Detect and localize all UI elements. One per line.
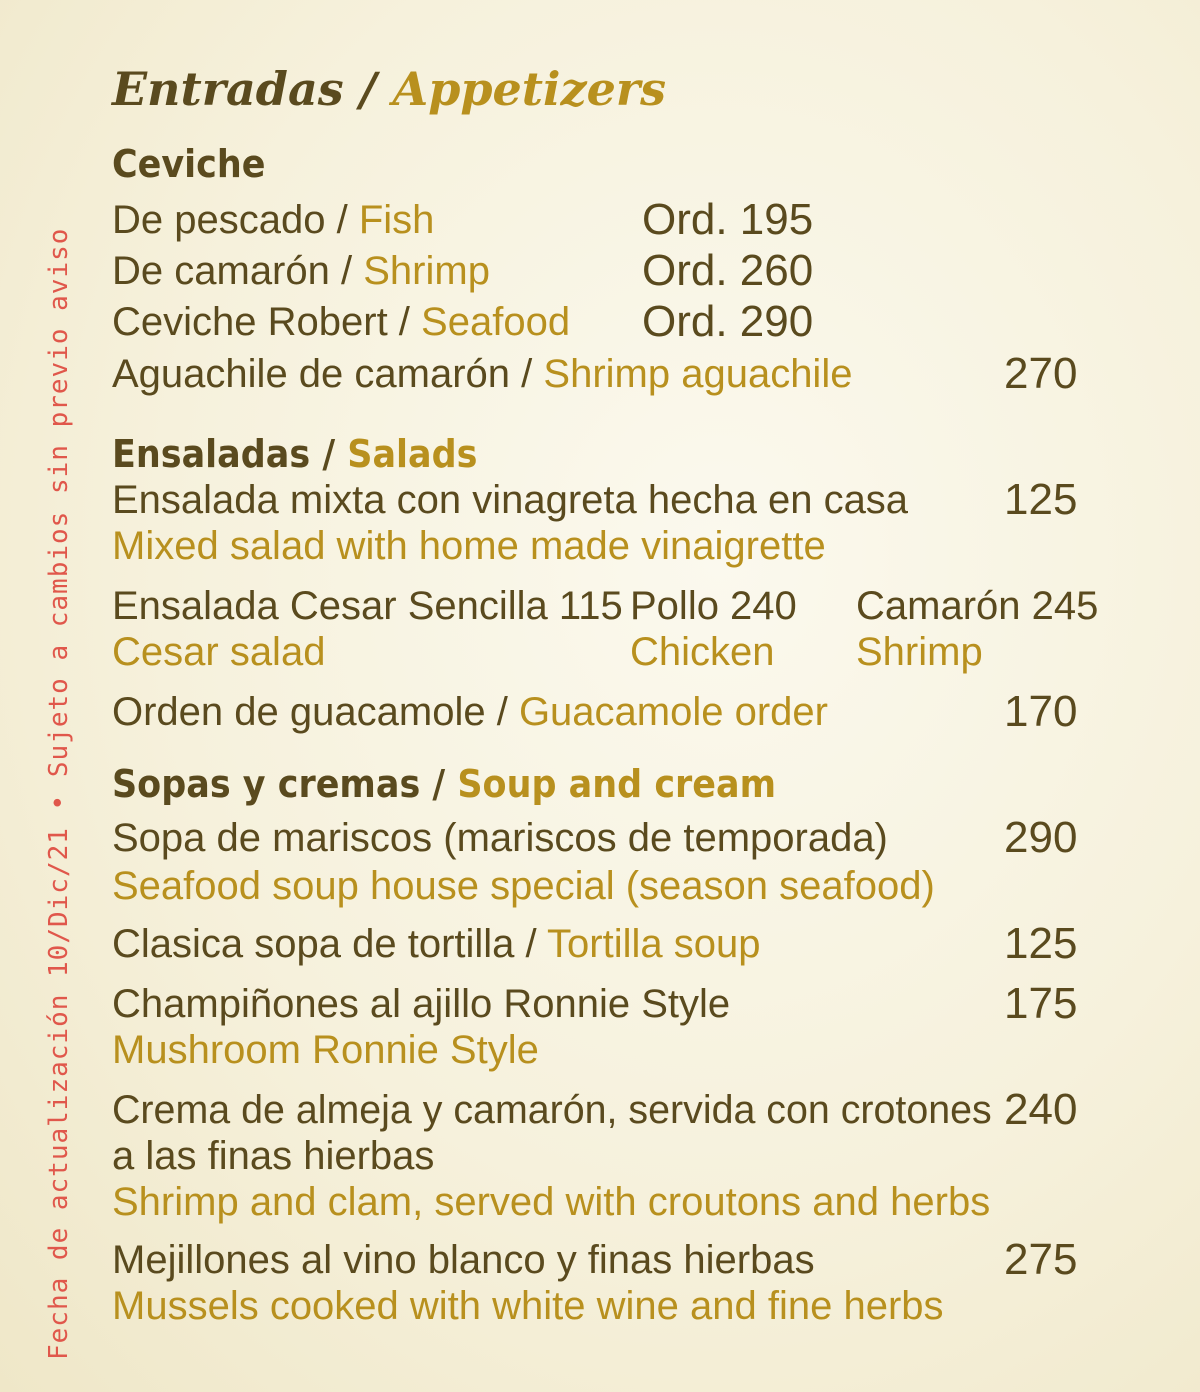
update-date-note: Fecha de actualización 10/Dic/21 • Sujeto a cambios sin previo aviso [44, 227, 74, 1360]
item-name-en: Seafood [421, 300, 571, 344]
item-name-en: Fish [358, 198, 435, 242]
menu-item-es: Ensalada mixta con vinagreta hecha en casa [112, 478, 909, 522]
item-name-en: Shrimp [363, 249, 490, 293]
menu-item [112, 920, 760, 968]
menu-item-en: Mushroom Ronnie Style [112, 1028, 539, 1072]
menu-item [112, 196, 434, 244]
title-en: Appetizers [392, 62, 667, 116]
cesar-salad-name: Ensalada Cesar Sencilla 115 [112, 584, 623, 628]
menu-item-en: Mixed salad with home made vinaigrette [112, 524, 826, 568]
item-price: 125 [1004, 475, 1078, 524]
menu-item-en: Mussels cooked with white wine and fine herbs [112, 1284, 944, 1328]
item-name-en: Tortilla soup [547, 922, 761, 966]
menu-item-es: Champiñones al ajillo Ronnie Style [112, 982, 731, 1026]
menu-item [112, 688, 828, 736]
item-name-es: Aguachile de camarón / [112, 352, 533, 396]
item-price: 290 [1004, 813, 1078, 862]
menu-item [112, 247, 490, 295]
section-heading-salads: Ensaladas / Salads [112, 432, 478, 476]
item-name-es: Orden de guacamole / [112, 690, 508, 734]
menu-item [112, 298, 570, 346]
item-name-es: Ceviche Robert / [112, 300, 410, 344]
item-price: 175 [1004, 979, 1078, 1028]
menu-item-es-cont: a las finas hierbas [112, 1134, 435, 1178]
item-name-en: Guacamole order [518, 690, 828, 734]
item-price: 170 [1004, 687, 1078, 736]
cesar-chicken-option: Pollo 240 [630, 584, 797, 628]
cesar-chicken-en: Chicken [630, 630, 775, 674]
item-price: Ord. 195 [642, 195, 814, 244]
item-name-es: Clasica sopa de tortilla / [112, 922, 537, 966]
item-price: 270 [1004, 349, 1078, 398]
section-heading-ceviche: Ceviche [112, 142, 266, 186]
page-title [112, 62, 666, 116]
menu-item-en: Shrimp and clam, served with croutons and herbs [112, 1180, 991, 1224]
item-price: 240 [1004, 1085, 1078, 1134]
item-price: 275 [1004, 1235, 1078, 1284]
item-price: Ord. 260 [642, 246, 814, 295]
section-heading-soups: Sopas y cremas / Soup and cream [112, 762, 777, 806]
menu-item-en: Seafood soup house special (season seafood) [112, 864, 935, 908]
title-es: Entradas / [112, 62, 377, 116]
cesar-shrimp-option: Camarón 245 [856, 584, 1099, 628]
menu-item [112, 350, 852, 398]
cesar-salad-name-en: Cesar salad [112, 630, 326, 674]
item-price: 125 [1004, 919, 1078, 968]
item-name-en: Shrimp aguachile [543, 352, 853, 396]
menu-item-es: Sopa de mariscos (mariscos de temporada) [112, 816, 888, 860]
item-price: Ord. 290 [642, 297, 814, 346]
cesar-shrimp-en: Shrimp [856, 630, 983, 674]
menu-item-es: Crema de almeja y camarón, servida con crotones [112, 1088, 992, 1132]
item-name-es: De pescado / [112, 198, 348, 242]
item-name-es: De camarón / [112, 249, 353, 293]
menu-item-es: Mejillones al vino blanco y finas hierbas [112, 1238, 815, 1282]
